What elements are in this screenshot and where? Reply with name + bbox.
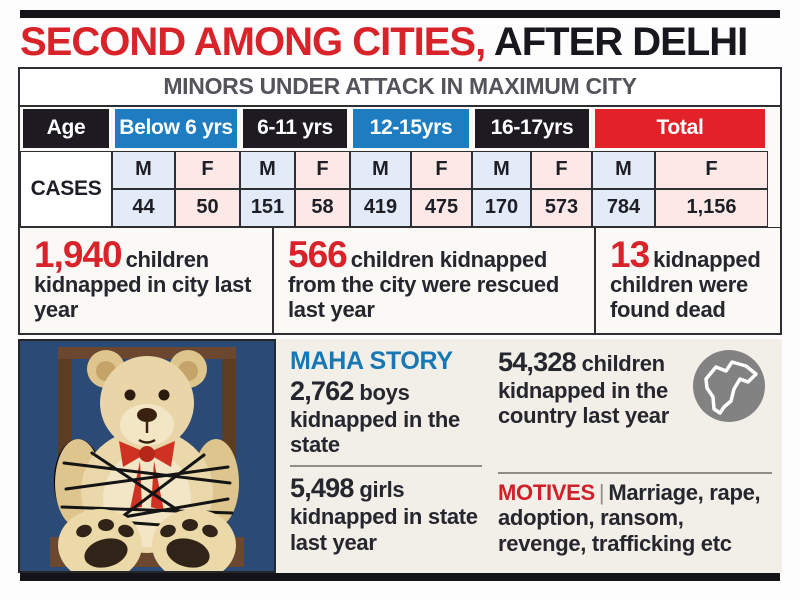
mf-header: F — [295, 151, 350, 189]
col-header-below6: Below 6 yrs — [115, 109, 237, 148]
mf-header: M — [112, 151, 175, 189]
mf-header: M — [592, 151, 655, 189]
value-total-m: 784 — [592, 189, 655, 227]
boys-number: 2,762 — [290, 375, 354, 406]
mf-header: F — [175, 151, 240, 189]
country-stat — [498, 347, 772, 465]
col-header-age: Age — [23, 109, 109, 148]
country-text: children kidnapped in the country last year — [498, 350, 669, 429]
bottom-rule — [20, 573, 780, 581]
value-6-11-f: 58 — [295, 189, 350, 227]
value-6-11-m: 151 — [240, 189, 295, 227]
value-below6-f: 50 — [175, 189, 240, 227]
value-total-f: 1,156 — [655, 189, 768, 227]
girls-stat — [290, 473, 482, 555]
maharashtra-map-icon — [692, 349, 766, 428]
maha-story-column — [276, 339, 488, 573]
stat-number: 566 — [288, 234, 347, 275]
stat-text: kidnapped children were found dead — [610, 247, 761, 322]
value-below6-m: 44 — [112, 189, 175, 227]
maha-story-title: MAHA STORY — [290, 346, 453, 375]
stat-number: 13 — [610, 234, 650, 275]
row-header-cases: CASES — [20, 151, 112, 227]
table-title-box — [18, 67, 782, 107]
teddy-bear-photo — [18, 339, 276, 573]
bottom-section — [18, 339, 782, 573]
girls-text: girls kidnapped in state last year — [290, 476, 478, 555]
boys-stat — [290, 376, 482, 458]
girls-number: 5,498 — [290, 472, 354, 503]
mf-header: F — [531, 151, 592, 189]
motives-block — [498, 480, 772, 557]
page-title-red: SECOND AMONG CITIES, — [20, 20, 486, 64]
top-rule — [20, 10, 780, 18]
country-number: 54,328 — [498, 346, 576, 377]
mf-header: M — [240, 151, 295, 189]
page-title — [18, 18, 782, 67]
col-header-12-15: 12-15yrs — [353, 109, 469, 148]
mf-header: F — [655, 151, 768, 189]
stat-rescued — [274, 228, 596, 333]
motives-text: Marriage, rape, adoption, ransom, revenge, trafficking etc — [498, 479, 761, 556]
boys-text: boys kidnapped in the state — [290, 379, 460, 458]
col-header-total: Total — [595, 109, 765, 148]
divider — [498, 472, 772, 474]
divider — [290, 465, 482, 467]
stat-kidnapped-city — [20, 228, 274, 333]
mf-header: M — [472, 151, 531, 189]
stat-found-dead — [596, 228, 780, 333]
cases-table — [18, 107, 782, 335]
table-title: MINORS UNDER ATTACK IN MAXIMUM CITY — [163, 73, 637, 99]
mf-header: F — [411, 151, 472, 189]
stats-row — [20, 227, 780, 335]
motives-separator: | — [598, 479, 605, 505]
stat-text: children kidnapped from the city were rescued last year — [288, 247, 559, 322]
page-title-black: AFTER DELHI — [485, 20, 748, 64]
motives-label: MOTIVES — [498, 479, 595, 505]
country-motives-column — [488, 339, 782, 573]
col-header-16-17: 16-17yrs — [475, 109, 589, 148]
teddy-bear-tied-to-chair-illustration — [20, 341, 274, 571]
value-16-17-m: 170 — [472, 189, 531, 227]
mf-header: M — [350, 151, 411, 189]
value-16-17-f: 573 — [531, 189, 592, 227]
stat-text: children kidnapped in city last year — [34, 247, 252, 322]
col-header-6-11: 6-11 yrs — [243, 109, 347, 148]
value-12-15-f: 475 — [411, 189, 472, 227]
value-12-15-m: 419 — [350, 189, 411, 227]
stat-number: 1,940 — [34, 234, 122, 275]
